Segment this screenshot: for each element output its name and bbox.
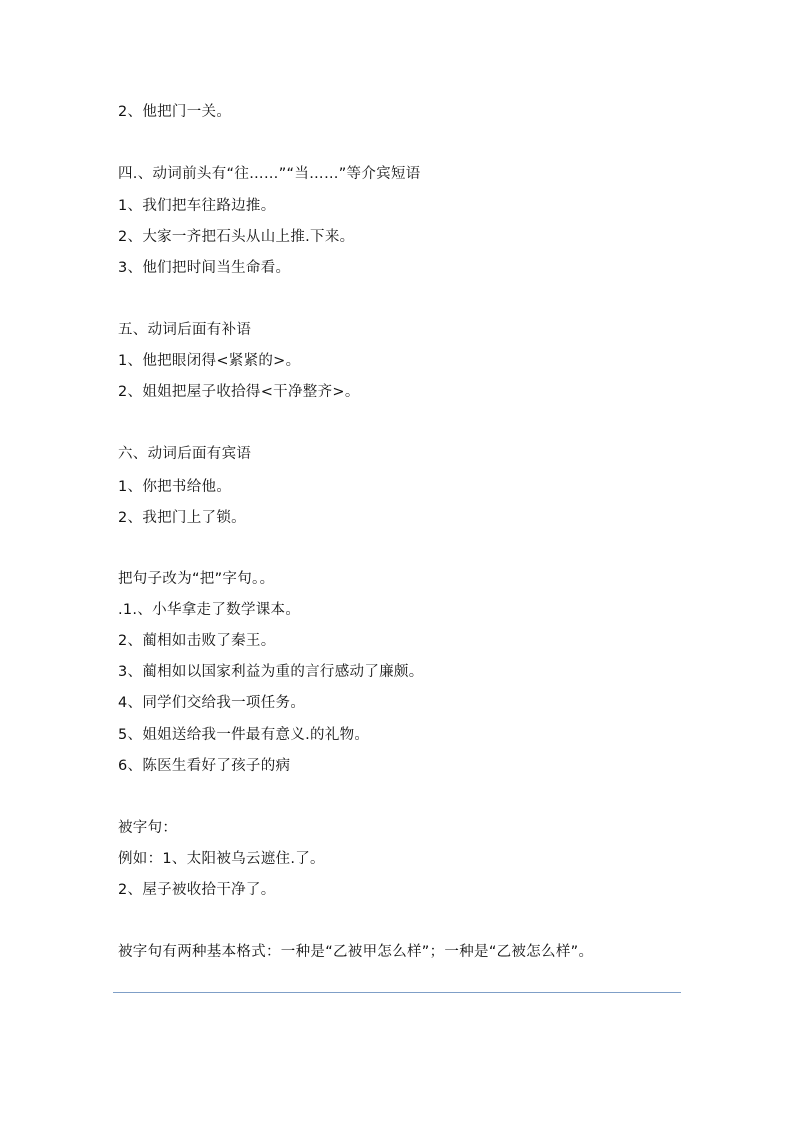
text-line: 4、同学们交给我一项任务。 — [118, 695, 306, 711]
text-line: 2、他把门一关。 — [118, 104, 232, 120]
section-heading: 五、动词后面有补语 — [118, 322, 252, 338]
text-line: 2、我把门上了锁。 — [118, 510, 246, 526]
footer-divider — [113, 992, 681, 993]
text-line: 5、姐姐送给我一件最有意义.的礼物。 — [118, 727, 370, 743]
text-line: 2、屋子被收拾干净了。 — [118, 882, 276, 898]
text-line: 被字句有两种基本格式：一种是“乙被甲怎么样”；一种是“乙被怎么样”。 — [118, 944, 594, 960]
text-line: 1、你把书给他。 — [118, 479, 232, 495]
text-line: 2、蔺相如击败了秦王。 — [118, 633, 276, 649]
section-heading: 把句子改为“把”字句。。 — [118, 571, 275, 587]
section-heading: 被字句： — [118, 820, 178, 836]
text-line: .1.、小华拿走了数学课本。 — [118, 602, 301, 618]
section-heading: 四.、动词前头有“往……”“当……”等介宾短语 — [118, 166, 421, 182]
text-line: 2、大家一齐把石头从山上推.下来。 — [118, 229, 355, 245]
text-line: 6、陈医生看好了孩子的病 — [118, 758, 291, 774]
text-line: 1、他把眼闭得<紧紧的>。 — [118, 353, 301, 369]
text-line: 3、他们把时间当生命看。 — [118, 260, 291, 276]
text-line: 1、我们把车往路边推。 — [118, 198, 276, 214]
text-line: 例如：1、太阳被乌云遮住.了。 — [118, 851, 325, 867]
text-line: 2、姐姐把屋子收拾得<干净整齐>。 — [118, 384, 360, 400]
text-line: 3、蔺相如以国家利益为重的言行感动了廉颇。 — [118, 664, 424, 680]
section-heading: 六、动词后面有宾语 — [118, 446, 252, 462]
